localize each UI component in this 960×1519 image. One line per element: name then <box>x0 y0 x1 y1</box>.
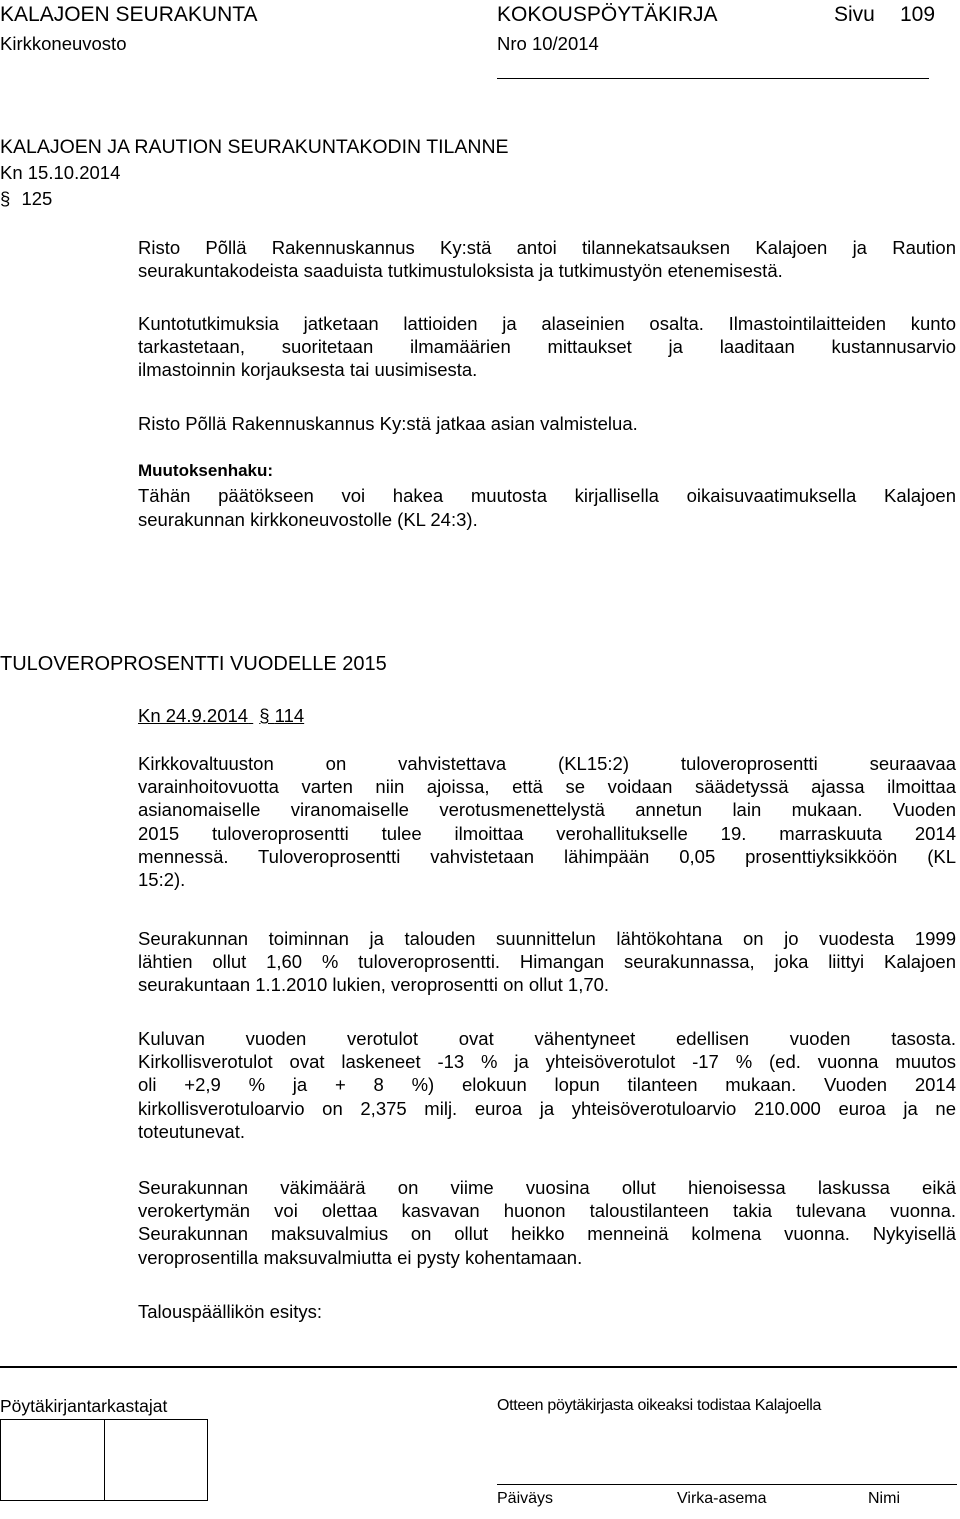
proposal-label: Talouspäällikön esitys: <box>138 1301 323 1322</box>
org-name: KALAJOEN SEURAKUNTA <box>0 3 258 26</box>
meeting-body: Kirkkoneuvosto <box>0 33 127 54</box>
section1-title: KALAJOEN JA RAUTION SEURAKUNTAKODIN TILANNE <box>0 136 509 158</box>
section1-text-2: Kuntotutkimuksia jatketaan lattioiden ja alaseinien osalta. Ilmastointilaitteiden kunto tarkastetaan, suoritetaan ilmamäärien mittaukset ja laaditaan kustannusarvio ilmastoinnin korjauksesta tai uusimisesta. <box>138 313 956 381</box>
date-label: Päiväys <box>497 1490 554 1507</box>
section2-text-3: Kuluvan vuoden verotulot ovat vähentyneet edellisen vuoden tasosta. Kirkollisverotulot ovat laskeneet -13 % ja yhteisöverotulot -17 % (ed. vuonna muutos oli +2,9 % ja + 8 %) elokuun lopun tilanteen mukaan. Vuoden 2014 kirkollisverotuloarvio on 2,375 milj. euroa ja yhteisöverotuloarvio 210.000 euroa ja ne toteutunevat. <box>138 1028 956 1142</box>
appeal-text: Tähän päätökseen voi hakea muutosta kirjallisella oikaisuvaatimuksella Kalajoen seurakunnan kirkkoneuvostolle (KL 24:3). <box>138 485 956 530</box>
section2-title: TULOVEROPROSENTTI VUODELLE 2015 <box>0 653 387 675</box>
page-number: 109 <box>900 3 936 26</box>
reviewer-signature-box-1 <box>0 1419 105 1501</box>
position-label: Virka-asema <box>677 1490 767 1507</box>
section2-text-4: Seurakunnan väkimäärä on viime vuosina ollut hienoisessa laskussa eikä verokertymän voi olettaa kasvavan huonon taloustilanteen takia tulevana vuonna. Seurakunnan maksuvalmius on ollut heikko menneinä kolmena vuonna. Nykyisellä veroprosentilla maksuvalmiutta ei pysty kohentamaan. <box>138 1177 956 1268</box>
section1-text-1: Risto Põllä Rakennuskannus Ky:stä antoi tilannekatsauksen Kalajoen ja Raution seurakuntakodeista saaduista tutkimustuloksista ja tutkimustyön etenemisestä. <box>138 237 956 282</box>
section1-text-3: Risto Põllä Rakennuskannus Ky:stä jatkaa asian valmistelua. <box>138 413 638 434</box>
meeting-number: Nro 10/2014 <box>497 33 599 54</box>
paragraph-number: 114 <box>274 705 305 726</box>
certify-label: Otteen pöytäkirjasta oikeaksi todistaa Kalajoella <box>497 1397 822 1414</box>
paragraph-sign: § <box>0 188 11 209</box>
paragraph-number: 125 <box>21 188 53 209</box>
signature-line <box>497 1484 957 1485</box>
reviewer-signature-box-2 <box>104 1419 208 1501</box>
name-label: Nimi <box>868 1490 900 1507</box>
reviewers-label: Pöytäkirjantarkastajat <box>0 1396 168 1416</box>
section1-paragraph <box>0 187 52 210</box>
header-rule <box>497 78 929 79</box>
section2-ref: Kn 24.9.2014 § 114 <box>138 705 305 726</box>
section2-text-1: Kirkkovaltuuston on vahvistettava (KL15:2) tuloveroprosentti seuraavaa varainhoitovuotta varten niin ajoissa, että se voidaan säädetyssä ajassa ilmoittaa asianomaiselle viranomaiselle verotusmenettelystä annetun lain mukaan. Vuoden 2015 tuloveroprosentti tulee ilmoittaa verohallitukselle 19. marraskuuta 2014 mennessä. Tuloveroprosentti vahvistetaan lähimpään 0,05 prosenttiyksikköön (KL 15:2). <box>138 753 956 891</box>
page-label: Sivu <box>834 3 875 26</box>
section1-ref: Kn 15.10.2014 <box>0 162 121 183</box>
footer-rule <box>0 1366 957 1368</box>
section2-text-2: Seurakunnan toiminnan ja talouden suunnittelun lähtökohtana on jo vuodesta 1999 lähtien ollut 1,60 % tuloveroprosentti. Himangan seurakunnassa, joka liittyi Kalajoen seurakuntaan 1.1.2010 lukien, veroprosentti on ollut 1,70. <box>138 928 956 996</box>
paragraph-sign: § <box>259 705 270 726</box>
doc-type: KOKOUSPÖYTÄKIRJA <box>497 3 718 26</box>
appeal-label: Muutoksenhaku: <box>138 461 274 480</box>
